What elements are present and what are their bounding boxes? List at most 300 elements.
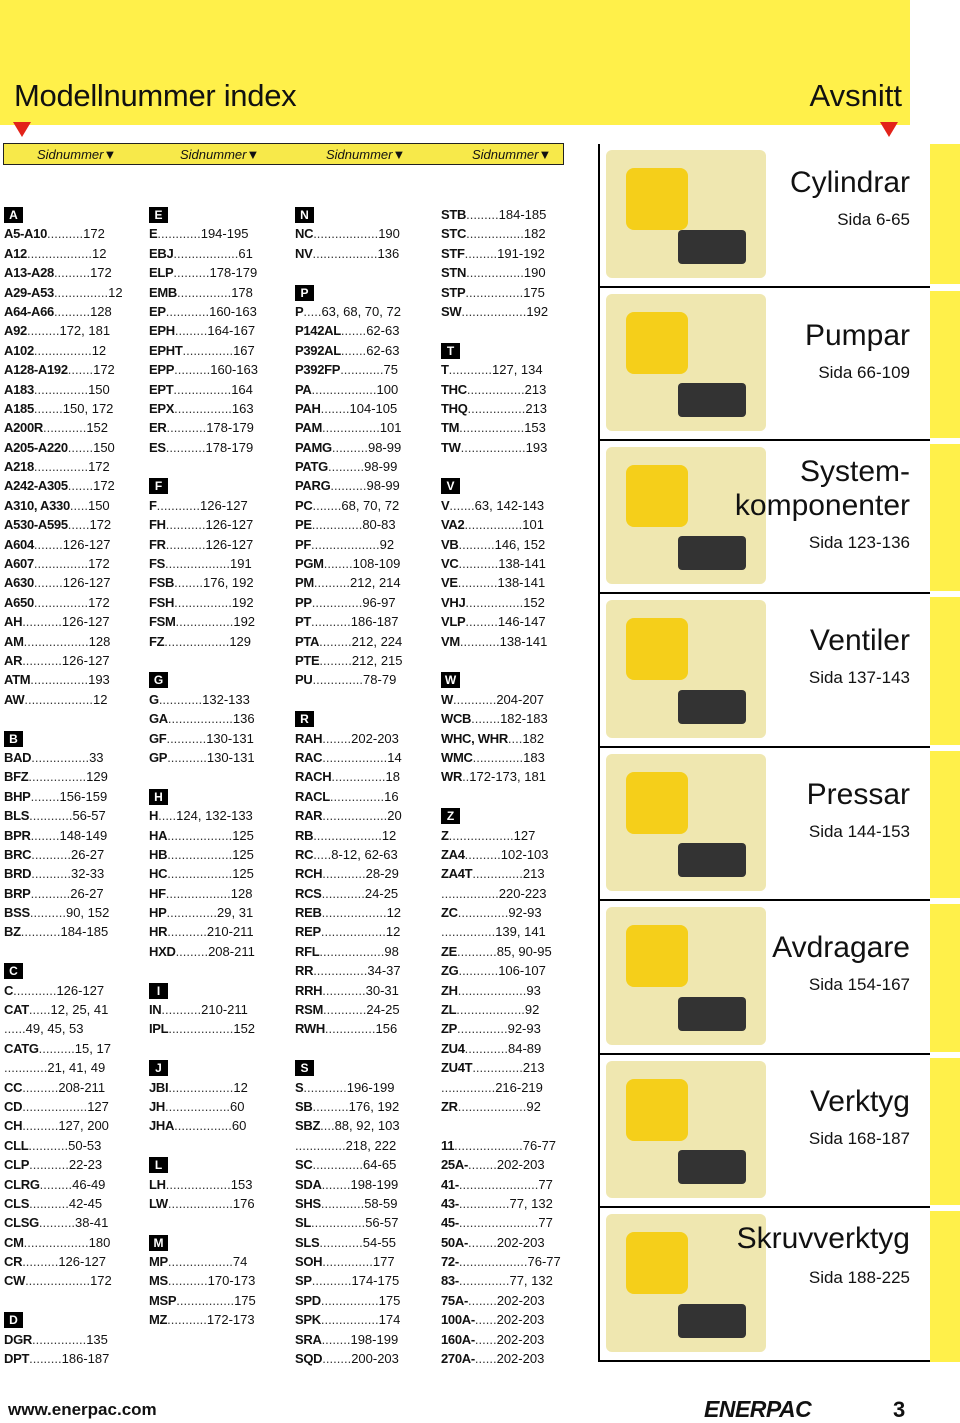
page-reference: 126-127 (61, 652, 110, 668)
model-number: HXD (149, 943, 176, 959)
index-entry (149, 1291, 281, 1310)
model-number: ZU4T (441, 1060, 473, 1076)
model-number: CLSG (4, 1215, 39, 1231)
section-name: Ventiler (809, 624, 910, 657)
index-entry (295, 1291, 427, 1310)
model-number: VC (441, 556, 459, 572)
page-reference: 15, 17 (74, 1040, 111, 1056)
index-entry (149, 748, 281, 767)
dot-leader: .... (320, 1118, 335, 1134)
index-entry (295, 1349, 427, 1368)
model-number: RB (295, 827, 314, 843)
model-number: RAR (295, 808, 323, 824)
page-reference: 172-173, 181 (469, 769, 546, 785)
page-reference: 174 (378, 1312, 401, 1328)
dot-leader: ........ (321, 1331, 351, 1347)
section-pressar[interactable] (600, 748, 930, 901)
letter-header (149, 1155, 281, 1174)
model-number: PT (295, 614, 312, 630)
index-entry (441, 205, 573, 224)
page-reference: 92 (526, 1098, 541, 1114)
model-number: BRP (4, 885, 31, 901)
page-reference: 136 (232, 711, 255, 727)
page-reference: 63, 68, 70, 72 (321, 303, 401, 319)
index-entry (441, 922, 573, 941)
model-number: A607 (4, 556, 34, 572)
model-number: 100A- (441, 1312, 475, 1328)
letter-badge: B (4, 731, 23, 747)
index-entry (149, 826, 281, 845)
page-reference: 125 (232, 827, 254, 843)
model-number: PARG (295, 478, 331, 494)
dot-leader: .................. (165, 885, 231, 901)
section-cylindrar[interactable] (600, 144, 930, 288)
index-entry (441, 826, 573, 845)
index-entry (295, 729, 427, 748)
letter-badge: C (4, 963, 23, 979)
letter-badge: J (149, 1060, 168, 1076)
model-number: C (4, 982, 14, 998)
model-number: MP (149, 1254, 168, 1270)
dot-leader: ............ (464, 1040, 509, 1056)
index-entry (441, 1175, 573, 1194)
page-reference: 126-127 (56, 982, 105, 998)
index-entry (295, 961, 427, 980)
website-link[interactable]: www.enerpac.com (8, 1400, 157, 1419)
page-reference: 138-141 (497, 575, 546, 591)
section-pumpar[interactable] (600, 288, 930, 441)
model-number: RR (295, 963, 314, 979)
model-number: RFL (295, 943, 320, 959)
page-reference: 126-127 (62, 575, 111, 591)
page-reference: 164 (231, 381, 253, 397)
dot-leader: ............... (53, 284, 109, 300)
model-number: BZ (4, 924, 21, 940)
section-tab[interactable] (930, 291, 960, 438)
page-reference: 156 (375, 1021, 398, 1037)
page-reference: 202-203 (496, 1351, 545, 1367)
dot-leader: ............ (452, 691, 497, 707)
section-tab[interactable] (930, 751, 960, 898)
index-entry (4, 884, 136, 903)
dot-leader: ....... (340, 342, 367, 358)
dot-leader: .............. (458, 1195, 510, 1211)
dot-leader: ........... (167, 749, 207, 765)
spacer (4, 942, 136, 961)
index-entry (295, 380, 427, 399)
page-reference: 176, 192 (348, 1098, 400, 1114)
page-reference: 172 (88, 556, 110, 572)
model-number: P (295, 303, 304, 319)
model-number: 270A- (441, 1351, 475, 1367)
letter-badge: M (149, 1235, 168, 1251)
section-name: Cylindrar (789, 166, 910, 199)
index-entry (441, 1039, 573, 1058)
index-entry (441, 1252, 573, 1271)
page-reference: 212, 215 (351, 652, 403, 668)
dot-leader: ........ (312, 497, 342, 513)
page-reference: 80-83 (362, 517, 396, 533)
index-entry (441, 864, 573, 883)
model-number: SRA (295, 1331, 322, 1347)
page-reference: 12 (233, 1079, 248, 1095)
page-reference: 61 (238, 245, 253, 261)
model-number: HC (149, 866, 168, 882)
index-entry (4, 380, 136, 399)
letter-badge: A (4, 207, 23, 223)
dot-leader: ............... (313, 963, 368, 979)
page-reference: 193 (88, 672, 110, 688)
dot-leader: ................ (33, 342, 92, 358)
dot-leader: ............ (156, 497, 200, 513)
page-reference: 20 (387, 808, 402, 824)
model-number: E (149, 226, 158, 242)
page-reference: 172 (93, 478, 115, 494)
dot-leader: ................ (466, 381, 525, 397)
model-number: RRH (295, 982, 323, 998)
page-reference: 12 (91, 342, 107, 358)
model-number: P142AL (295, 323, 341, 339)
page-reference: 85, 90-95 (496, 943, 552, 959)
down-triangle-icon (13, 122, 31, 137)
index-entry (4, 302, 136, 321)
section-tab[interactable] (930, 904, 960, 1052)
section-skruvverktyg[interactable] (600, 1208, 930, 1362)
model-number: A92 (4, 323, 27, 339)
page-reference: 184-185 (60, 924, 109, 940)
letter-header (295, 1058, 427, 1077)
dot-leader: ........... (20, 924, 61, 940)
dot-leader: ................... (313, 827, 382, 843)
page-reference: 30-31 (365, 982, 399, 998)
index-entry (295, 942, 427, 961)
index-entry (441, 263, 573, 282)
spacer (149, 651, 281, 670)
index-entry (295, 1155, 427, 1174)
index-entry (441, 1213, 573, 1232)
dot-leader: .................. (26, 245, 92, 261)
dot-leader: ............... (32, 1331, 87, 1347)
index-entry (441, 283, 573, 302)
page-reference: 96-97 (362, 594, 396, 610)
page-reference: 12 (108, 284, 123, 300)
index-entry (4, 321, 136, 340)
model-number: IN (149, 1002, 162, 1018)
model-number: BAD (4, 749, 32, 765)
letter-header (149, 787, 281, 806)
page-reference: 33 (89, 749, 104, 765)
index-entry (149, 360, 281, 379)
index-entry (441, 244, 573, 263)
model-number: PP (295, 594, 312, 610)
index-entry (295, 903, 427, 922)
model-number: HB (149, 846, 168, 862)
spacer (441, 651, 573, 670)
dot-leader: ........... (165, 439, 206, 455)
page-reference: 172 (90, 1273, 112, 1289)
page-reference: 29, 31 (217, 905, 254, 921)
dot-leader: ......... (319, 652, 352, 668)
index-entry (441, 1271, 573, 1290)
spacer (295, 263, 427, 282)
index-entry (149, 554, 281, 573)
model-number: ZH (441, 982, 458, 998)
index-entry (441, 1330, 573, 1349)
page-reference: 135 (86, 1331, 108, 1347)
dot-leader: ....... (67, 478, 94, 494)
page-reference: 190 (523, 265, 546, 281)
page-reference: 101 (522, 517, 544, 533)
dot-leader: .................. (25, 1273, 91, 1289)
dot-leader: ........ (322, 730, 352, 746)
index-entry (4, 341, 136, 360)
dot-leader: ........ (322, 1351, 352, 1367)
page-reference: 183 (523, 749, 545, 765)
section-tab[interactable] (930, 444, 960, 591)
index-entry (295, 884, 427, 903)
page-reference: 202-203 (496, 1331, 545, 1347)
index-entry (4, 612, 136, 631)
index-entry (441, 612, 573, 631)
page-reference: 104-105 (349, 400, 398, 416)
page-reference: 174-175 (351, 1273, 400, 1289)
index-entry (295, 826, 427, 845)
dot-leader: ................ (173, 381, 232, 397)
index-entry (4, 1136, 136, 1155)
dot-leader: .................. (312, 245, 378, 261)
letter-badge: T (441, 343, 460, 359)
model-number: MSP (149, 1292, 177, 1308)
index-entry (295, 1078, 427, 1097)
dot-leader: ....... (67, 439, 94, 455)
index-entry (4, 670, 136, 689)
section-verktyg[interactable] (600, 1055, 930, 1208)
model-number: FSB (149, 575, 175, 591)
model-number: RACL (295, 788, 330, 804)
dot-leader: .......... (47, 226, 84, 242)
section-systemkomponenter[interactable] (600, 441, 930, 594)
dot-leader: .......... (464, 846, 501, 862)
index-entry (295, 573, 427, 592)
model-number: DGR (4, 1331, 32, 1347)
spacer (149, 1136, 281, 1155)
page-reference: 220-223 (498, 885, 547, 901)
index-entry (4, 457, 136, 476)
dot-leader: .................. (321, 905, 387, 921)
model-number: P392AL (295, 342, 341, 358)
model-number: TW (441, 439, 461, 455)
page-reference: 8-12, 62-63 (331, 846, 398, 862)
page-reference: 125 (232, 866, 254, 882)
section-name-line: komponenter (734, 489, 910, 522)
model-number: PA (295, 381, 312, 397)
index-entry (295, 651, 427, 670)
section-tab[interactable] (930, 144, 960, 284)
dot-leader: ................ (467, 400, 526, 416)
index-entry (4, 981, 136, 1000)
index-entry (441, 961, 573, 980)
page-reference: 77, 132 (509, 1195, 553, 1211)
page-reference: 102-103 (500, 846, 549, 862)
dot-leader: ........ (33, 536, 63, 552)
index-entry (441, 1233, 573, 1252)
index-entry (441, 729, 573, 748)
dot-leader: ........ (33, 400, 63, 416)
index-entry (4, 515, 136, 534)
model-number: BLS (4, 808, 30, 824)
letter-badge: F (149, 478, 168, 494)
page-number-label: Sidnummer▼ (180, 147, 260, 162)
page-reference: 182-183 (500, 711, 548, 727)
dot-leader: ............ (340, 362, 384, 378)
dot-leader: ............... (329, 788, 385, 804)
model-number: PF (295, 536, 312, 552)
page-reference: 98-99 (366, 478, 400, 494)
dot-leader: ......... (29, 1351, 62, 1367)
index-column-3 (295, 205, 427, 1368)
index-entry (295, 612, 427, 631)
product-image (606, 600, 766, 738)
index-entry (295, 632, 427, 651)
index-entry (149, 380, 281, 399)
model-number: CLL (4, 1137, 29, 1153)
model-number: HR (149, 924, 168, 940)
model-number: BSS (4, 905, 30, 921)
model-number: A242-A305 (4, 478, 68, 494)
page-reference: 172 (93, 362, 115, 378)
index-entry (4, 903, 136, 922)
model-number: GF (149, 730, 167, 746)
index-entry (4, 496, 136, 515)
page-reference: 128 (88, 633, 111, 649)
dot-leader: ............ (323, 1002, 367, 1018)
model-number: PAM (295, 420, 323, 436)
index-entry (441, 690, 573, 709)
dot-leader: ......... (174, 323, 208, 339)
index-entry (4, 593, 136, 612)
page-reference: 198-199 (350, 1176, 399, 1192)
section-name: Skruvverktyg (736, 1222, 910, 1255)
page-reference: 156-159 (59, 788, 108, 804)
dot-leader: ........... (167, 1273, 208, 1289)
dot-leader: .............. (472, 866, 523, 882)
model-number: ZE (441, 943, 458, 959)
page-reference: 186-187 (61, 1351, 110, 1367)
section-tab[interactable] (930, 1058, 960, 1205)
dot-leader: .............. (458, 1273, 510, 1289)
index-entry (4, 244, 136, 263)
model-number: SC (295, 1157, 313, 1173)
page-reference: 198-199 (350, 1331, 399, 1347)
index-entry (149, 224, 281, 243)
page-number-label: Sidnummer▼ (326, 147, 406, 162)
section-tab[interactable] (930, 597, 960, 745)
model-number: REP (295, 924, 321, 940)
index-entry (149, 922, 281, 941)
page-reference: 164-167 (207, 323, 256, 339)
model-number: FR (149, 536, 166, 552)
spacer (441, 1116, 573, 1135)
model-number: SB (295, 1098, 313, 1114)
page-reference: 58-59 (364, 1195, 398, 1211)
page-reference: 88, 92, 103 (334, 1118, 400, 1134)
page-reference: 172 (89, 517, 112, 533)
dot-leader: .......... (327, 459, 365, 475)
index-entry (441, 515, 573, 534)
model-number: AW (4, 691, 25, 707)
dot-leader: ..... (158, 808, 177, 824)
section-tab[interactable] (930, 1211, 960, 1362)
page-reference: 186-187 (350, 614, 399, 630)
page-reference: 127, 200 (58, 1118, 109, 1134)
dot-leader: ............ (303, 1079, 347, 1095)
dot-leader: ........ (174, 575, 204, 591)
index-entry (295, 476, 427, 495)
index-entry (149, 263, 281, 282)
page-reference: 150 (88, 381, 110, 397)
index-entry (149, 1000, 281, 1019)
page-reference: 208-211 (58, 1079, 106, 1095)
dot-leader: ............... (311, 1215, 366, 1231)
page-reference: 202-203 (351, 730, 399, 746)
dot-leader: ............ (29, 808, 73, 824)
page-reference: 84-89 (508, 1040, 542, 1056)
model-number: 25A- (441, 1157, 468, 1173)
section-avdragare[interactable] (600, 901, 930, 1055)
index-entry (4, 806, 136, 825)
dot-leader: .................. (167, 1195, 233, 1211)
dot-leader: ........... (311, 1273, 352, 1289)
model-number: A102 (4, 342, 34, 358)
index-entry (295, 922, 427, 941)
index-entry (4, 1194, 136, 1213)
page-reference: 129 (86, 769, 108, 785)
model-number: RSM (295, 1002, 323, 1018)
section-tabs (930, 144, 960, 1362)
model-number: ZU4 (441, 1040, 465, 1056)
index-entry (4, 399, 136, 418)
section-ventiler[interactable] (600, 594, 930, 748)
index-entry (4, 263, 136, 282)
dot-leader: ................ (441, 885, 499, 901)
model-number: DPT (4, 1351, 30, 1367)
dot-leader: .................. (168, 1079, 234, 1095)
model-number: NV (295, 245, 313, 261)
index-entry (295, 845, 427, 864)
page-reference: 93 (526, 982, 541, 998)
model-number: CH (4, 1118, 23, 1134)
index-entry (441, 942, 573, 961)
index-entry (4, 922, 136, 941)
index-entry (295, 1194, 427, 1213)
dot-leader: ........... (161, 1002, 202, 1018)
page-reference: 150 (87, 497, 110, 513)
model-number: HA (149, 827, 168, 843)
dot-leader: ................ (176, 1292, 235, 1308)
index-entry (4, 1097, 136, 1116)
index-entry (4, 1039, 136, 1058)
model-number: ZA4T (441, 866, 473, 882)
section-name-line: System- (799, 455, 910, 488)
letter-badge: G (149, 672, 168, 688)
page-reference: 202-203 (496, 1234, 545, 1250)
page-reference: 129 (229, 633, 252, 649)
dot-leader: .............. (324, 1021, 376, 1037)
page-reference: 180 (88, 1234, 111, 1250)
index-entry (441, 1291, 573, 1310)
index-entry (295, 767, 427, 786)
model-number: SL (295, 1215, 312, 1231)
